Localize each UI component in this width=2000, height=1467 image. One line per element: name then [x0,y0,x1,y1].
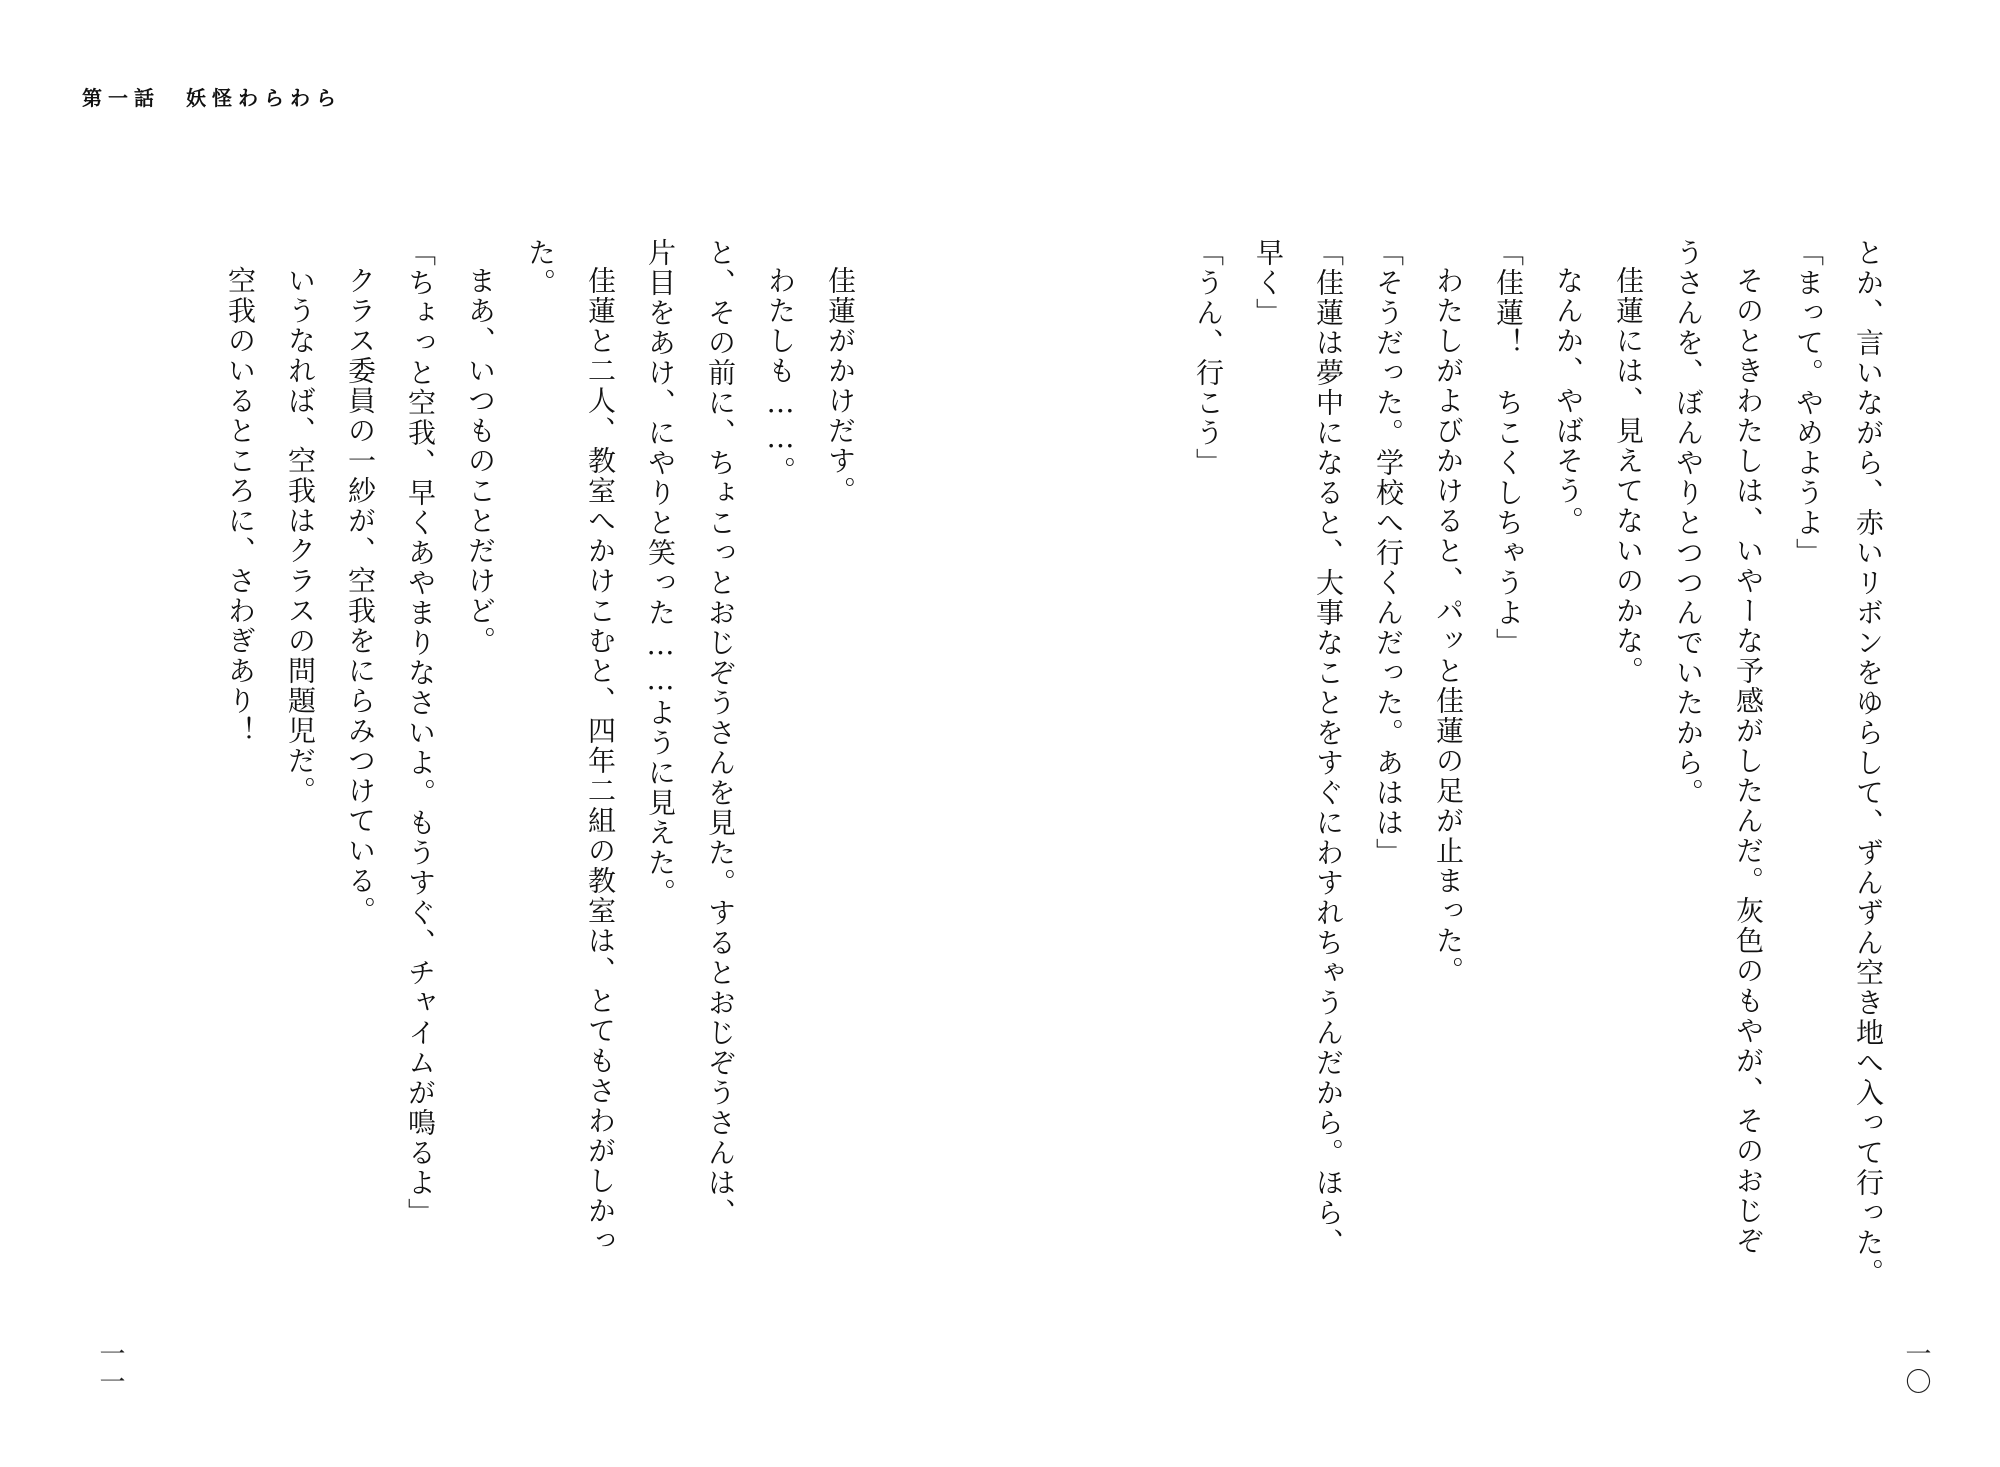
text-line: いうなれば、空我はクラスの問題児だ。 [284,266,317,806]
page-number-right: 一〇 [1901,1340,1931,1396]
running-head: 第一話 妖怪わらわら [82,86,342,110]
text-line: なんか、やばそう。 [1552,266,1585,536]
left-page-text [110,238,870,1318]
text-line: 早く」 [1252,238,1285,328]
text-line: た。 [524,238,557,298]
text-line: と、その前に、ちょこっとおじぞうさんを見た。するとおじぞうさんは、 [704,238,737,1228]
text-line: とか、言いながら、赤いリボンをゆらして、ずんずん空き地へ入って行った。 [1852,238,1885,1288]
text-line: 片目をあけ、にやりと笑った……ように見えた。 [644,238,677,908]
text-line: 「佳蓮！ ちこくしちゃうよ」 [1492,238,1525,658]
text-line: わたしがよびかけると、パッと佳蓮の足が止まった。 [1432,266,1465,986]
text-line: クラス委員の一紗が、空我をにらみつけている。 [344,266,377,926]
text-line: うさんを、ぼんやりとつつんでいたから。 [1672,238,1705,808]
page-number-left: 一一 [95,1340,125,1396]
text-line: 「そうだった。学校へ行くんだった。あはは」 [1372,238,1405,868]
text-line: そのときわたしは、いやーな予感がしたんだ。灰色のもやが、そのおじぞ [1732,266,1765,1256]
text-line: 「佳蓮は夢中になると、大事なことをすぐにわすれちゃうんだから。ほら、 [1312,238,1345,1258]
text-line: 佳蓮と二人、教室へかけこむと、四年二組の教室は、とてもさわがしかっ [584,266,617,1256]
text-line: 「うん、行こう」 [1192,238,1225,478]
text-line: 「まって。やめようよ」 [1792,238,1825,568]
text-line: 佳蓮には、見えてないのかな。 [1612,266,1645,686]
text-line: わたしも……。 [764,266,797,486]
text-line: 「ちょっと空我、早くあやまりなさいよ。もうすぐ、チャイムが鳴るよ」 [404,238,437,1228]
right-page-text [1118,238,1898,1318]
text-line: まあ、いつものことだけど。 [464,266,497,656]
text-line: 佳蓮がかけだす。 [824,266,857,506]
text-line: 空我のいるところに、さわぎあり！ [224,266,257,746]
